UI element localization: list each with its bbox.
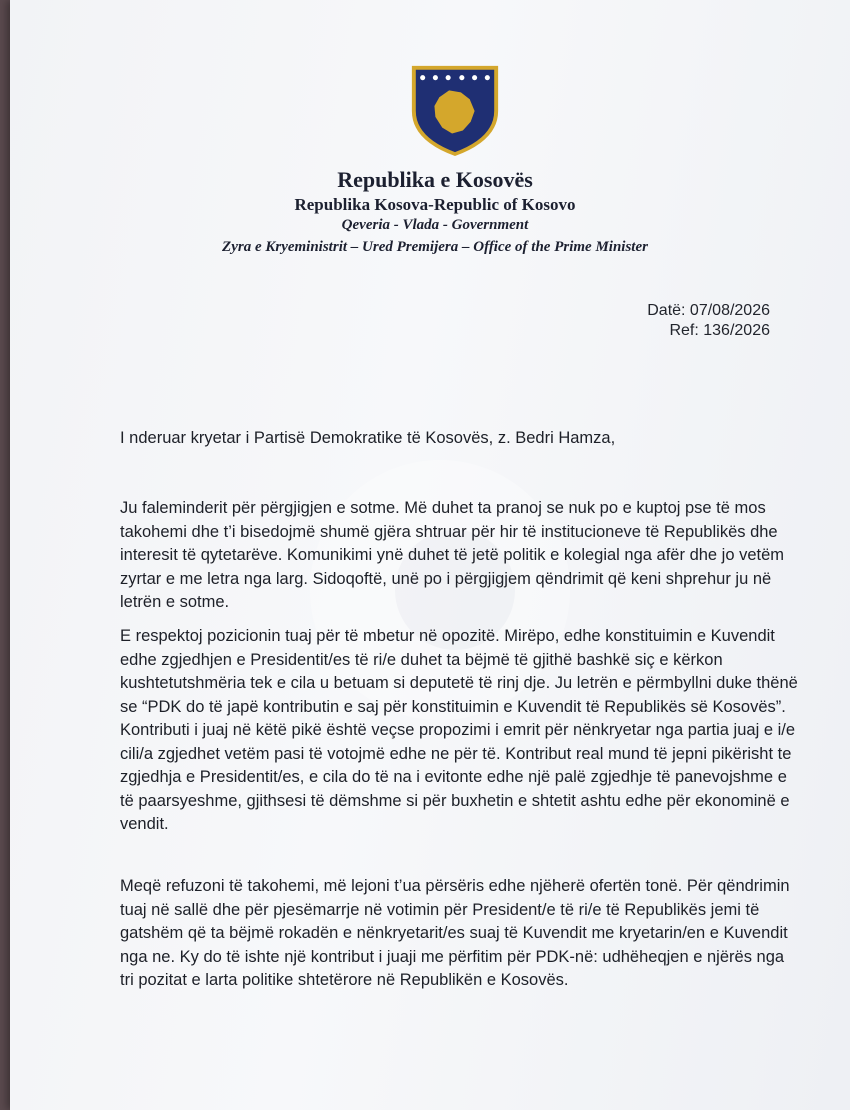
header-country-name: Republika e Kosovës bbox=[337, 167, 533, 192]
body-paragraph-3: Meqë refuzoni të takohemi, më lejoni t’ua përsëris edhe njëherë ofertën tonë. Për qëndrimin tuaj në sallë dhe për pjesëmarrje në votimin për President/e të ri/e të Republikës jemi të gatshëm që ta bëjmë rokadën e nënkryetarit/es suaj të Kuvendit me kryetarin/en e Kuvendit nga ne. Ky do të ishte një kontribut i juaji me përfitim për PDK-në: udhëheqjen e njërës nga tri pozitat e larta politike shtetërore në Republikën e Kosovës. bbox=[120, 877, 790, 989]
header-office-line: Zyra e Kryeministrit – Ured Premijera – Office of the Prime Minister bbox=[222, 239, 648, 255]
header-republic-line: Republika Kosova-Republic of Kosovo bbox=[294, 195, 576, 214]
letter-reference: Ref: 136/2026 bbox=[669, 322, 770, 339]
letter-page bbox=[10, 0, 850, 1110]
letter-date: Datë: 07/08/2026 bbox=[647, 302, 770, 319]
salutation: I nderuar kryetar i Partisë Demokratike të Kosovës, z. Bedri Hamza, bbox=[120, 429, 616, 447]
kosovo-coat-of-arms-icon bbox=[406, 60, 504, 158]
body-paragraph-2: E respektoj pozicionin tuaj për të mbetur në opozitë. Mirëpo, edhe konstituimin e Kuvendit edhe zgjedhjen e Presidentit/es të ri/e duhet ta bëjmë të gjithë bashkë siç e kërkon kushtetutshmëria tek e cila u betuam si deputetë të rinj dje. Ju letrën e përmbyllni duke thënë se “PDK do të japë kontributin e saj për konstituimin e Kuvendit të Republikës së Kosovës”. Kontributi i juaj në këtë pikë është veçse propozimi i emrit për nënkryetar nga partia juaj e i/e cili/a zgjedhet vetëm pasi të votojmë edhe ne për të. Kontribut real mund të jepni pikërisht te zgjedhja e Presidentit/es, e cila do të na i evitonte edhe një palë zgjedhje të panevojshme e të paarsyeshme, gjithsesi të dëmshme si për buxhetin e shtetit ashtu edhe për ekonominë e vendit. bbox=[120, 627, 798, 833]
header-government-line: Qeveria - Vlada - Government bbox=[341, 217, 529, 233]
body-paragraph-1: Ju faleminderit për përgjigjen e sotme. Më duhet ta pranoj se nuk po e kuptoj pse të mos takohemi dhe t’i bisedojmë shumë gjëra shtruar për hir të institucioneve të Republikës dhe interesit të qytetarëve. Komunikimi ynë duhet të jetë politik e kolegial nga afër dhe jo vetëm zyrtar e me letra nga larg. Sidoqoftë, unë po i përgjigjem qëndrimit që keni shprehur ju në letrën e sotme. bbox=[120, 499, 785, 611]
